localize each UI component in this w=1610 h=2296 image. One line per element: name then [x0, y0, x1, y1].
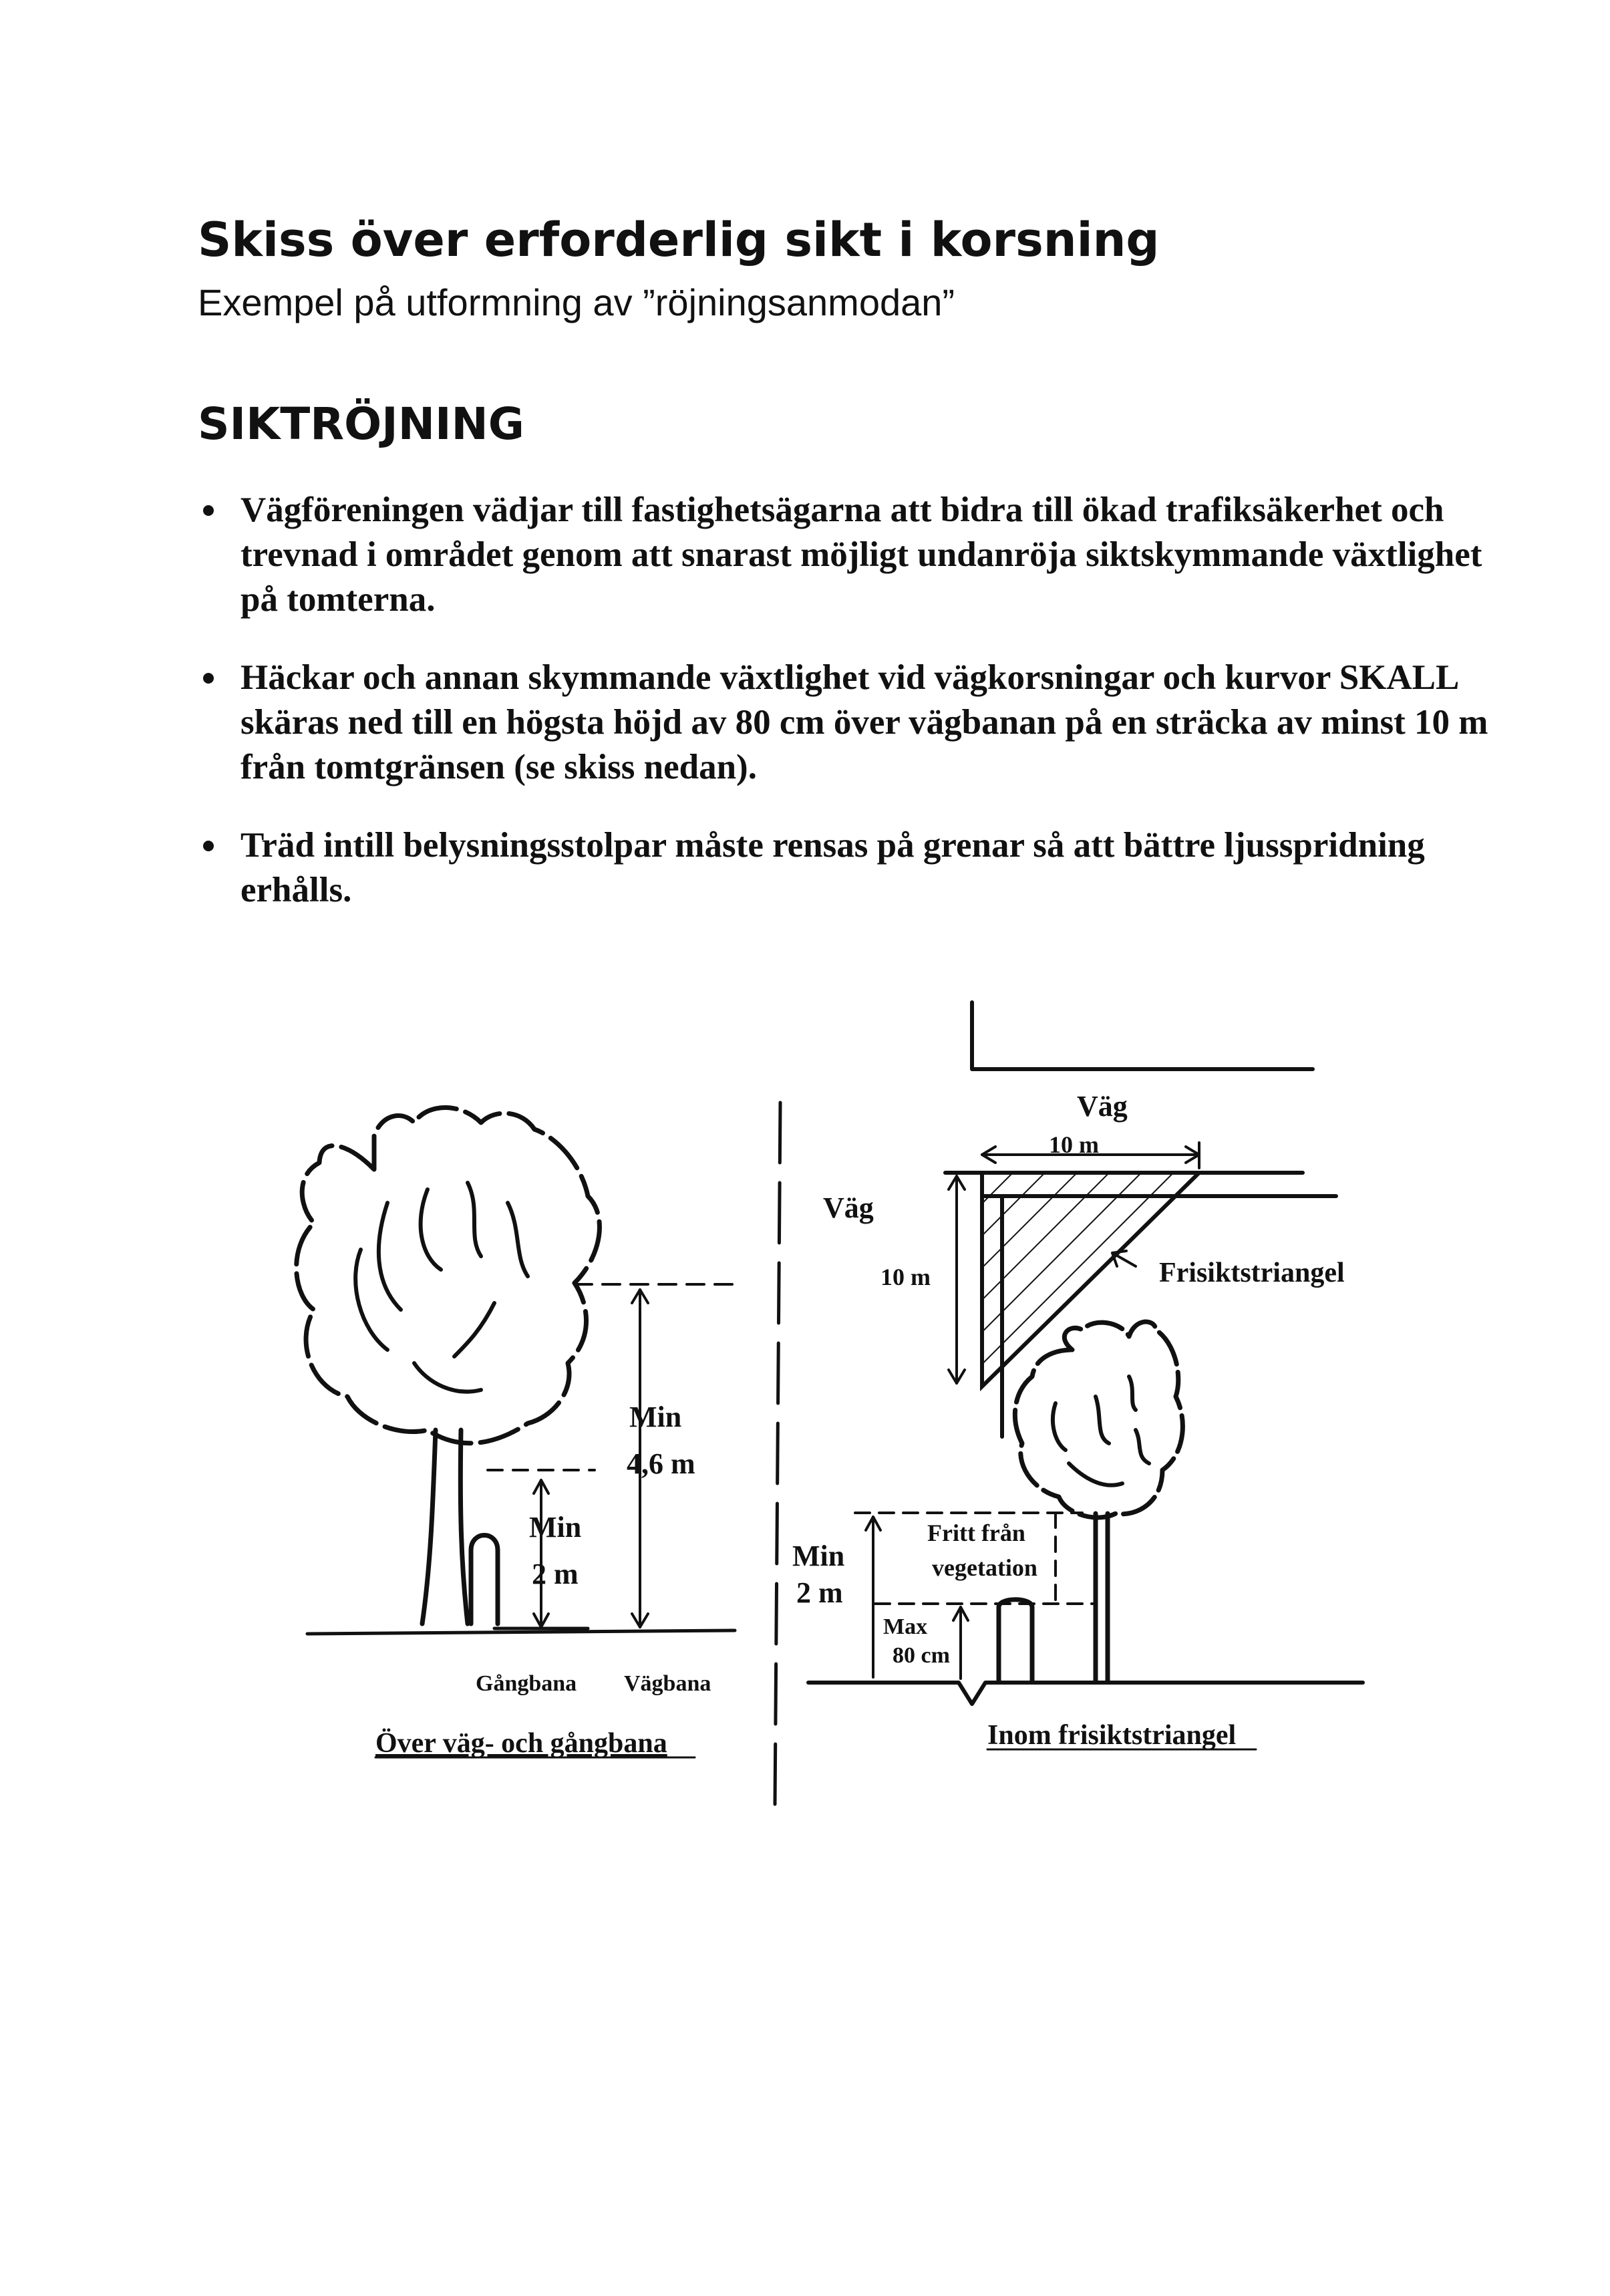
- ground-label-road: Vägbana: [624, 1671, 711, 1696]
- page-title: Skiss över erforderlig sikt i korsning: [198, 212, 1160, 267]
- ground-label-sidewalk: Gångbana: [476, 1671, 577, 1696]
- min-label: Min: [629, 1401, 682, 1433]
- building-corner: [972, 1002, 1313, 1069]
- triangle-label: Frisiktstriangel: [1159, 1258, 1345, 1288]
- section-heading: SIKTRÖJNING: [198, 398, 524, 450]
- free-zone-line-1: Fritt från: [927, 1520, 1025, 1546]
- max-label: Max: [883, 1614, 928, 1639]
- pedestrian-illustration: [471, 1536, 498, 1624]
- min-label: Min: [792, 1540, 845, 1572]
- page-subtitle: Exempel på utformning av ”röjningsanmodan”: [198, 281, 955, 323]
- ground-line: [808, 1683, 1363, 1704]
- left-sketch: [297, 1108, 735, 1759]
- tree-crown-illustration: [297, 1108, 600, 1443]
- ground-line: [307, 1630, 735, 1634]
- right-caption: Inom frisiktstriangel: [987, 1720, 1237, 1751]
- distance-top-label: 10 m: [1049, 1131, 1099, 1158]
- bullet-text: Träd intill belysningsstolpar måste rensas på grenar så att bättre ljusspridning erhålls.: [240, 826, 1425, 909]
- height-value: 2 m: [532, 1558, 579, 1590]
- tree-branch-illustration: [1053, 1377, 1149, 1485]
- free-zone-line-2: vegetation: [932, 1554, 1037, 1581]
- min-height-value: 2 m: [796, 1576, 843, 1609]
- min-label: Min: [529, 1511, 582, 1544]
- distance-side-label: 10 m: [880, 1264, 931, 1290]
- tree-branch-illustration: [355, 1183, 528, 1392]
- right-sketch: [792, 1002, 1363, 1751]
- height-value: 4,6 m: [627, 1447, 695, 1480]
- bullet-text: Vägföreningen vädjar till fastighetsägarna att bidra till ökad trafiksäkerhet och trevnad i området genom att snarast möjligt undanröja siktskymmande växtlighet på tomterna.: [240, 490, 1482, 619]
- hedge-illustration: [999, 1600, 1032, 1681]
- tree-trunk-illustration: [1096, 1514, 1108, 1681]
- bullet-text: Häckar och annan skymmande växtlighet vid vägkorsningar och kurvor SKALL skäras ned till en högsta höjd av 80 cm över vägbanan på en sträcka av minst 10 m från tomtgränsen (se skiss nedan).: [240, 658, 1488, 786]
- tree-trunk-illustration: [422, 1430, 468, 1624]
- max-height-value: 80 cm: [893, 1643, 950, 1668]
- pointer-arrow-icon: [1112, 1251, 1136, 1266]
- sketch-divider: [775, 1103, 780, 1804]
- road-label-left: Väg: [823, 1191, 874, 1224]
- road-label-top: Väg: [1077, 1090, 1128, 1123]
- left-caption: Över väg- och gångbana: [375, 1728, 667, 1759]
